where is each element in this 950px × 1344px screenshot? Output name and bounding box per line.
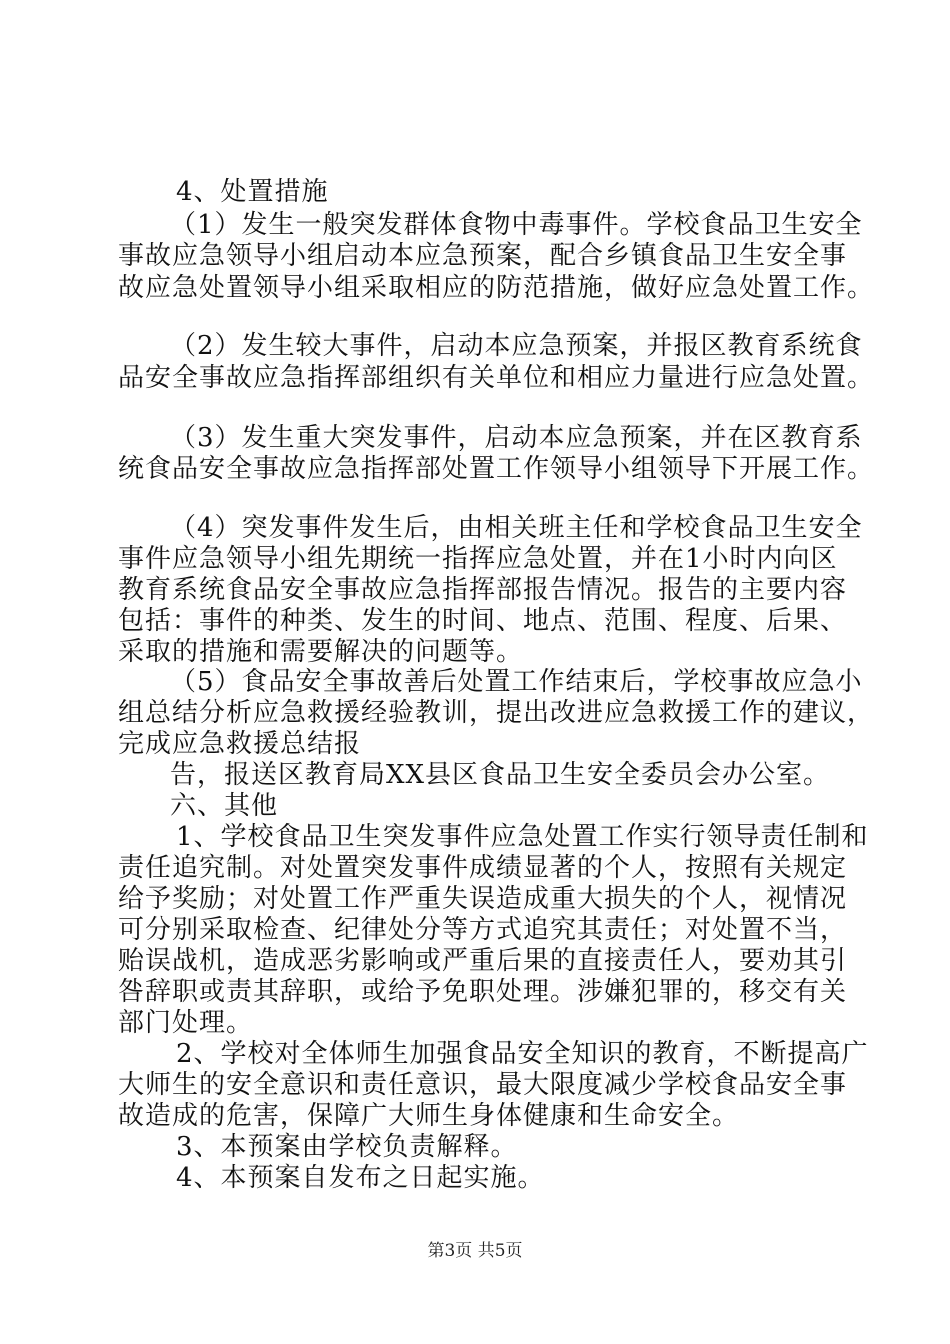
page-footer: 第3页 共5页 (427, 1241, 523, 1261)
paragraph-line: 组总结分析应急救援经验教训，提出改进应急救援工作的建议， (118, 698, 875, 728)
paragraph-line: 部门处理。 (118, 1008, 254, 1038)
paragraph-line: 包括：事件的种类、发生的时间、地点、范围、程度、后果、 (118, 606, 848, 636)
paragraph-line: 1、学校食品卫生突发事件应急处置工作实行领导责任制和 (176, 822, 869, 852)
paragraph-line: 品安全事故应急指挥部组织有关单位和相应力量进行应急处置。 (118, 363, 875, 393)
paragraph-line: （4）突发事件发生后，由相关班主任和学校食品卫生安全 (170, 513, 863, 543)
paragraph-line: 采取的措施和需要解决的问题等。 (118, 637, 524, 667)
section-heading-other: 六、其他 (170, 791, 279, 821)
paragraph-line: 统食品安全事故应急指挥部处置工作领导小组领导下开展工作。 (118, 454, 875, 484)
paragraph-line: 大师生的安全意识和责任意识，最大限度减少学校食品安全事 (118, 1070, 848, 1100)
paragraph-line: 完成应急救援总结报 (118, 729, 362, 759)
paragraph-line: 责任追究制。对处置突发事件成绩显著的个人，按照有关规定 (118, 853, 848, 883)
paragraph-line: （2）发生较大事件，启动本应急预案，并报区教育系统食 (170, 331, 863, 361)
paragraph-line: （1）发生一般突发群体食物中毒事件。学校食品卫生安全 (170, 210, 863, 240)
paragraph-line: 给予奖励；对处置工作严重失误造成重大损失的个人，视情况 (118, 884, 848, 914)
paragraph-line: 告，报送区教育局XX县区食品卫生安全委员会办公室。 (170, 760, 831, 790)
paragraph-line: 故应急处置领导小组采取相应的防范措施，做好应急处置工作。 (118, 273, 875, 303)
paragraph-line: 事件应急领导小组先期统一指挥应急处置，并在1小时内向区 (118, 544, 838, 574)
paragraph-line: （3）发生重大突发事件，启动本应急预案，并在区教育系 (170, 423, 863, 453)
paragraph-line: 2、学校对全体师生加强食品安全知识的教育，不断提高广 (176, 1039, 869, 1069)
section-heading-measures: 4、处置措施 (176, 177, 329, 207)
paragraph-line: 咎辞职或责其辞职，或给予免职处理。涉嫌犯罪的，移交有关 (118, 977, 848, 1007)
paragraph-line: 教育系统食品安全事故应急指挥部报告情况。报告的主要内容 (118, 575, 848, 605)
paragraph-line: 4、本预案自发布之日起实施。 (176, 1163, 545, 1193)
paragraph-line: 可分别采取检查、纪律处分等方式追究其责任；对处置不当， (118, 915, 848, 945)
paragraph-line: 事故应急领导小组启动本应急预案，配合乡镇食品卫生安全事 (118, 241, 848, 271)
paragraph-line: 贻误战机，造成恶劣影响或严重后果的直接责任人，要劝其引 (118, 946, 848, 976)
paragraph-line: 故造成的危害，保障广大师生身体健康和生命安全。 (118, 1101, 740, 1131)
paragraph-line: （5）食品安全事故善后处置工作结束后，学校事故应急小 (170, 667, 863, 697)
paragraph-line: 3、本预案由学校负责解释。 (176, 1132, 518, 1162)
